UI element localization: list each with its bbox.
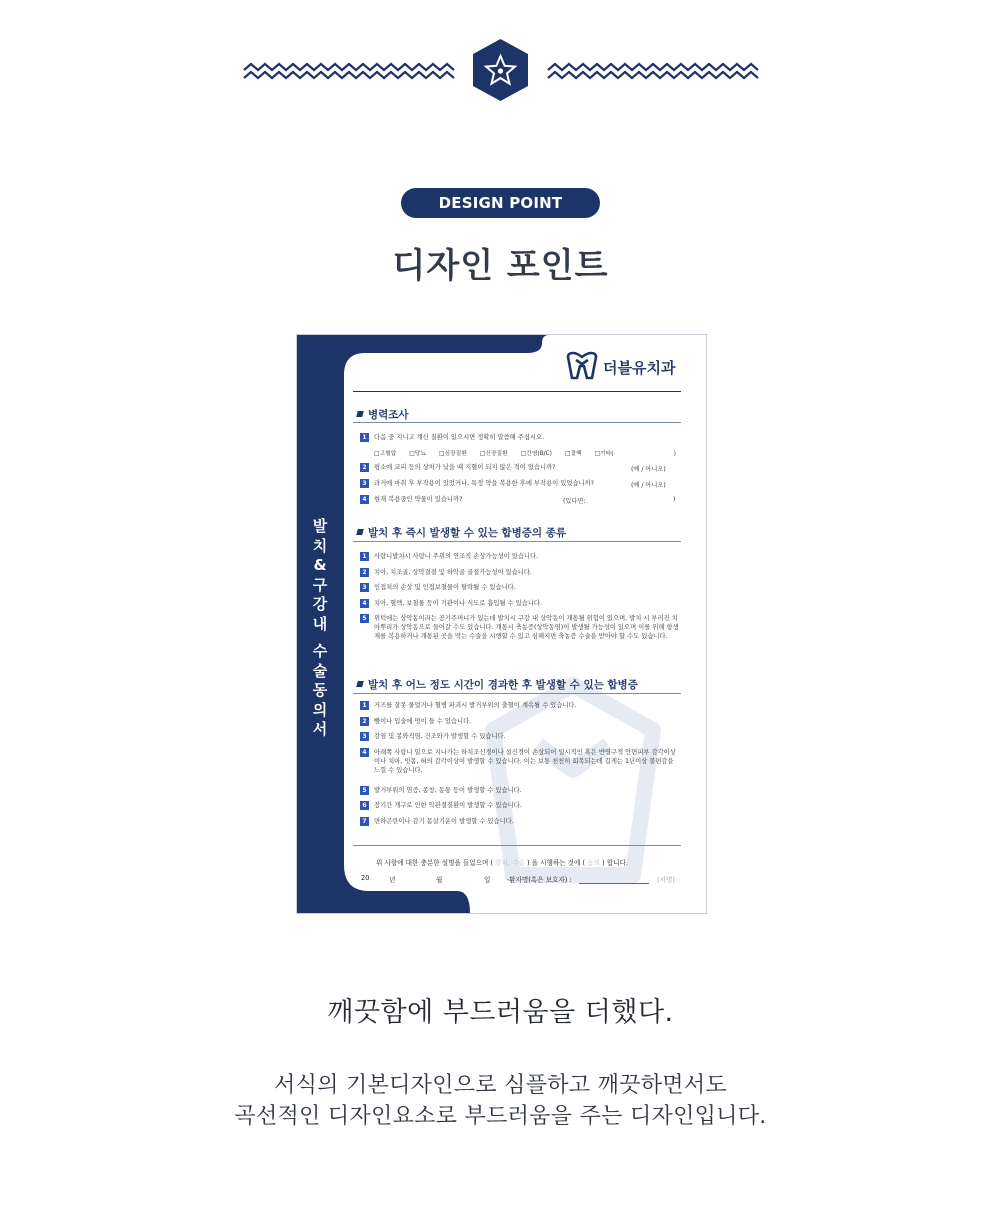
list-item xyxy=(360,552,680,561)
signature-hint: (서명) xyxy=(657,876,675,884)
section1-q1: 1 다음 중 지니고 계신 질환이 있으시면 정확히 말씀해 주십시오. xyxy=(360,433,544,442)
item-number: 3 xyxy=(360,583,369,592)
item-number: 6 xyxy=(360,801,369,810)
consent-month-unit: 월 xyxy=(436,876,443,884)
q4-close: ) xyxy=(673,496,676,503)
item-number: 3 xyxy=(360,479,369,488)
condition-option: □신장질환 xyxy=(479,451,508,457)
item-number: 4 xyxy=(360,495,369,504)
section2-rule xyxy=(353,541,681,542)
item-number: 5 xyxy=(360,786,369,795)
section1-heading: 병력조사 xyxy=(357,407,409,422)
condition-option: □당뇨 xyxy=(409,451,426,457)
consent-blank-agree: 동의 xyxy=(587,859,600,867)
list-item xyxy=(360,701,680,710)
consent-blank-procedure: 발치, 수술 xyxy=(495,859,525,867)
design-point-badge: DESIGN POINT xyxy=(401,188,600,218)
vertical-title-char: 치 xyxy=(312,536,328,555)
section2-heading: 발치 후 즉시 발생할 수 있는 합병증의 종류 xyxy=(357,525,566,540)
section-bullet-icon xyxy=(356,529,364,535)
section-title: 디자인 포인트 xyxy=(392,246,609,286)
vertical-title-char: 술 xyxy=(312,661,328,680)
form-vertical-title xyxy=(305,517,335,740)
item-number: 7 xyxy=(360,817,369,826)
item-text: 장기간 개구로 인한 악관절질환이 발생할 수 있습니다. xyxy=(374,802,522,809)
item-text: 사랑니발치시 사랑니 주위의 연조직 손상가능성이 있습니다. xyxy=(374,553,539,560)
list-item xyxy=(360,801,680,810)
item-text: 치아, 치조골, 상악결절 및 하악골 골절가능성이 있습니다. xyxy=(374,568,532,576)
item-text: 발거부위의 염증, 종창, 동통 등이 발생할 수 있습니다. xyxy=(374,786,522,794)
list-item xyxy=(360,717,680,726)
item-text: 면하곤란이나 감기 몸살기운이 발생할 수 있습니다. xyxy=(374,817,514,825)
section1-q2: 2 평소에 코피 등의 상처가 났을 때 지혈이 되지 않은 적이 있습니까? xyxy=(360,463,556,472)
condition-option: □고혈압 xyxy=(374,451,397,457)
vertical-title-char: & xyxy=(313,556,327,574)
left-wave-bottom xyxy=(244,72,454,78)
item-number: 2 xyxy=(360,717,369,726)
vertical-title-char xyxy=(305,634,335,642)
right-wave-bottom xyxy=(548,72,758,78)
list-item xyxy=(360,599,680,608)
condition-option: □기타( xyxy=(594,451,614,457)
item-text: 아래쪽 사랑니 밑으로 지나가는 하치조신경이나 설신경이 손상되어 일시적인 혹은 반영구적 안면피부 감각이상이나 치아, 잇몸, 혀의 감각이상이 발생할 수 있습니다. 이는 보통 천천히 회복되는데 길게는 1년이상 불편감을 느낄 수 있습니다. xyxy=(374,748,676,774)
vertical-title-char: 의 xyxy=(312,700,328,719)
consent-sentence: 위 사항에 대한 충분한 설명을 들었으며 ( 발치, 수술 ) 을 시행하는 것에 ( 동의 ) 합니다. xyxy=(376,859,628,867)
section1-rule xyxy=(353,422,681,423)
consent-year: 20 xyxy=(361,874,370,882)
q2-answer: (예 / 아니오) xyxy=(631,466,666,473)
list-item xyxy=(360,786,680,795)
item-number: 4 xyxy=(360,748,369,757)
section1-q4: 4 현재 복용중인 약물이 있습니까? xyxy=(360,495,462,504)
item-text: 인접치의 손상 및 인접보철물이 탈락될 수 있습니다. xyxy=(374,584,516,591)
list-item xyxy=(360,614,680,642)
section-bullet-icon xyxy=(356,681,364,687)
item-number: 2 xyxy=(360,463,369,472)
description-line-2: 곡선적인 디자인요소로 부드러움을 주는 디자인입니다. xyxy=(234,1104,767,1129)
list-item xyxy=(360,583,680,592)
tooth-icon xyxy=(565,351,599,381)
item-number: 5 xyxy=(360,614,369,623)
condition-option: □심장질환 xyxy=(438,451,467,457)
q3-answer: (예 / 아니오) xyxy=(631,482,666,489)
item-text: 치아, 혈액, 보철물 등이 기관이나 식도로 흡입될 수 있습니다. xyxy=(374,599,543,607)
item-text: 거즈를 잘못 물었거나 혈병 파괴시 발거부위의 출혈이 계속될 수 있습니다. xyxy=(374,702,577,709)
item-number: 1 xyxy=(360,701,369,710)
vertical-title-char: 구 xyxy=(312,575,328,594)
header-rule xyxy=(353,391,681,392)
star-hexagon-icon xyxy=(473,39,528,101)
clinic-logo-text: 더블유치과 xyxy=(603,359,676,377)
vertical-title-char: 서 xyxy=(312,720,328,738)
section-bullet-icon xyxy=(356,411,364,417)
consent-signer-label: ·환자명(혹은 보호자) : xyxy=(507,876,572,884)
item-text: 뺨이나 입술에 멍이 들 수 있습니다. xyxy=(374,717,472,725)
item-number: 2 xyxy=(360,568,369,577)
list-item xyxy=(360,817,680,826)
item-text: 감염 및 봉와직염, 건조와가 발생할 수 있습니다. xyxy=(374,733,506,740)
consent-year-unit: 년 xyxy=(389,876,396,884)
item-text: 위턱에는 상악동이라는 공기주머니가 있는데 발치시 구강 내 상악동이 개통될 위험이 있으며, 발치 시 부러진 치아뿌리가 상악동으로 들어갈 수도 있습니다. 개통시 축농증(상악동염)이 발생될 가능성이 있으며 이를 위해 항생제를 복용하거나 개통된 곳을 막는 수술을 시행할 수 있고 심해지면 축농증 수술을 받아야 할 수도 있습니다. xyxy=(374,615,679,641)
signature-line xyxy=(579,883,649,884)
condition-option: ) xyxy=(673,451,676,457)
list-item xyxy=(360,748,680,776)
section3-rule xyxy=(353,693,681,694)
consent-form-preview xyxy=(296,334,707,914)
vertical-title-char: 동 xyxy=(312,681,328,699)
consent-day-unit: 일 xyxy=(484,876,491,884)
condition-option: □결핵 xyxy=(564,451,582,457)
condition-options xyxy=(374,448,689,457)
description-line-1: 서식의 기본디자인으로 심플하고 깨끗하면서도 xyxy=(274,1073,727,1098)
section3-heading: 발치 후 어느 정도 시간이 경과한 후 발생할 수 있는 합병증 xyxy=(357,677,638,692)
consent-rule xyxy=(353,845,681,846)
list-item xyxy=(360,568,680,577)
list-item xyxy=(360,732,680,741)
top-ornament xyxy=(0,30,1001,110)
item-number: 1 xyxy=(360,433,369,442)
left-wave-top xyxy=(244,64,454,70)
item-number: 3 xyxy=(360,732,369,741)
item-number: 4 xyxy=(360,599,369,608)
vertical-title-char: 발 xyxy=(312,517,328,535)
right-wave-top xyxy=(548,64,758,70)
headline: 깨끗함에 부드러움을 더했다. xyxy=(327,997,674,1028)
vertical-title-char: 강 xyxy=(312,595,328,613)
vertical-title-char: 내 xyxy=(312,614,328,633)
section1-q3: 3 과거에 마취 후 부작용이 있었거나, 특정 약을 복용한 후에 부작용이 있었습니까? xyxy=(360,479,594,488)
item-number: 1 xyxy=(360,552,369,561)
condition-option: □간염(B/C) xyxy=(520,451,552,457)
q4-answer: (있다면: xyxy=(563,498,586,505)
vertical-title-char: 수 xyxy=(312,642,328,660)
